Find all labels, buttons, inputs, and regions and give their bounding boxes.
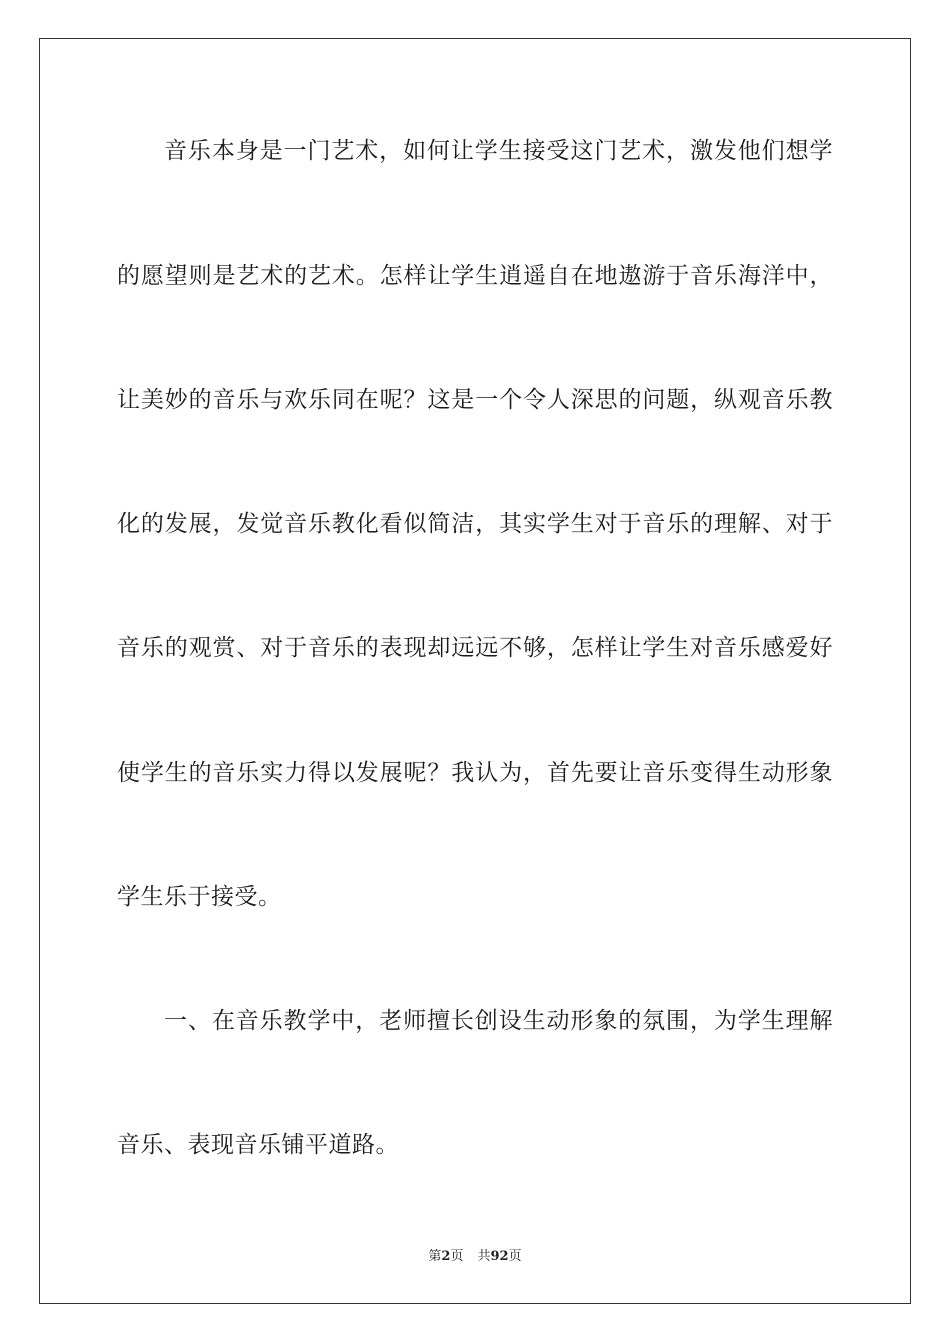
page-footer (0, 1249, 950, 1265)
paragraph-2-line-2: 音乐、表现音乐铺平道路。 (117, 1132, 399, 1158)
paragraph-1-line-5: 音乐的观赏、对于音乐的表现却远远不够，怎样让学生对音乐感爱好 (117, 635, 833, 661)
page-border (39, 38, 911, 1304)
footer-total-suffix: 页 (508, 1249, 522, 1264)
paragraph-1-line-2: 的愿望则是艺术的艺术。怎样让学生逍遥自在地遨游于音乐海洋中， (117, 263, 833, 289)
footer-total-prefix: 共 (477, 1249, 491, 1264)
paragraph-1-line-1: 音乐本身是一门艺术，如何让学生接受这门艺术，激发他们想学 (164, 138, 833, 164)
paragraph-1-line-3: 让美妙的音乐与欢乐同在呢？这是一个令人深思的问题，纵观音乐教 (117, 387, 833, 413)
paragraph-1-line-6: 使学生的音乐实力得以发展呢？我认为，首先要让音乐变得生动形象 (117, 760, 833, 786)
footer-total-number: 92 (490, 1249, 509, 1264)
paragraph-2-line-1: 一、在音乐教学中，老师擅长创设生动形象的氛围，为学生理解 (164, 1008, 833, 1034)
footer-page-number: 2 (441, 1249, 451, 1264)
paragraph-1-line-7: 学生乐于接受。 (117, 884, 282, 910)
paragraph-1-line-4: 化的发展，发觉音乐教化看似简洁，其实学生对于音乐的理解、对于 (117, 511, 833, 537)
footer-page-prefix: 第 (428, 1249, 442, 1264)
footer-page-suffix: 页 (450, 1249, 464, 1264)
